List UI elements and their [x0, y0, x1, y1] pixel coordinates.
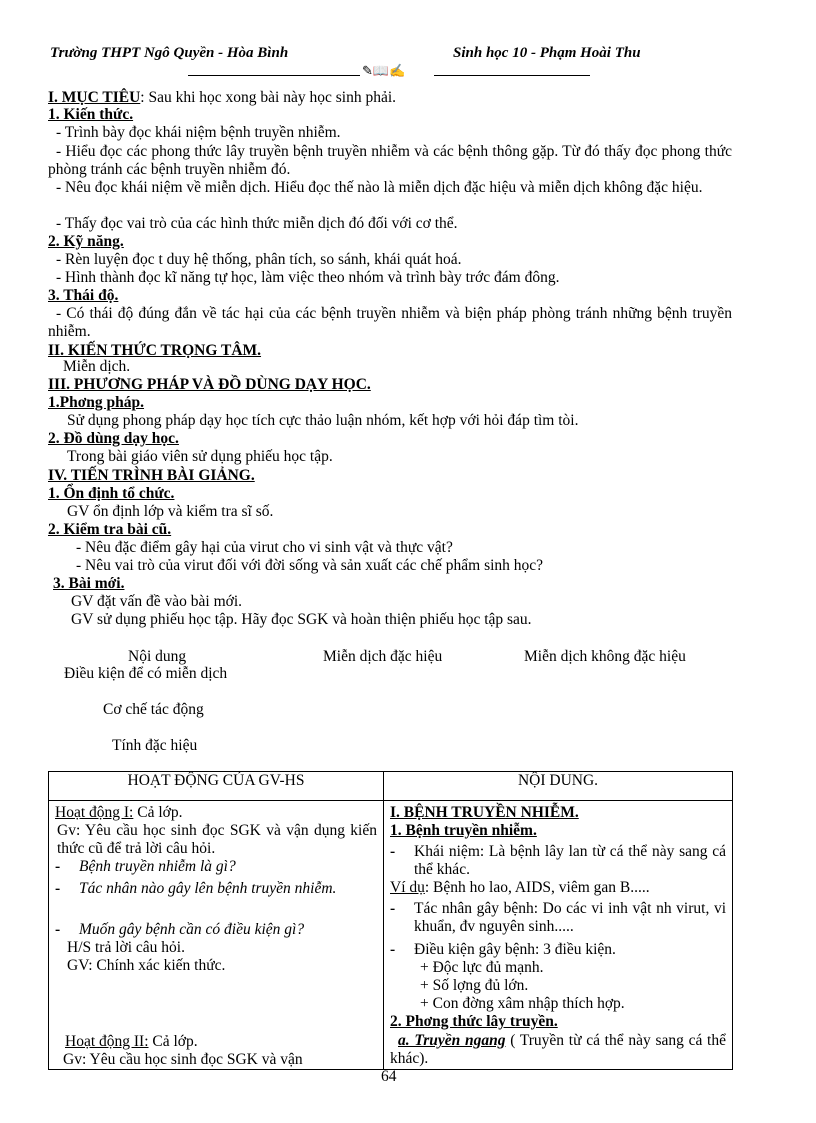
condition-item: + Độc lực đủ mạnh.: [420, 959, 544, 976]
activity-cell: Hoạt động I: Cả lớp. Gv: Yêu cầu học sinh đọc SGK và vận dụng kiến thức cũ để trả lời câu hỏi. - Bệnh truyền nhiễm là gì? - Tác nhân nào gây lên bệnh truyền nhiễm. - Muốn gây bệnh cần có điều kiện gì? H/S trả lời câu hỏi. GV: Chính xác kiến thức. Hoạt động II: Cả lớp. Gv: Yêu cầu học sinh đọc SGK và vận: [49, 801, 384, 1070]
knowledge-item: - Hiểu đọc các phong thức lây truyền bệnh truyền nhiễm và các bệnh thông gặp. Từ đó thấy đọc phong thức phòng tránh các bệnh truyền nhiễm đó.: [48, 143, 732, 178]
process-2-title: 2. Kiểm tra bài cũ.: [48, 521, 172, 538]
activity-2-instruction: Gv: Yêu cầu học sinh đọc SGK và vận: [63, 1051, 303, 1068]
objectives-title: I. MỤC TIÊU: [48, 89, 141, 106]
worksheet-row: Điều kiện để có miễn dịch: [64, 665, 228, 682]
horizontal-label: a. Truyền ngang: [398, 1032, 506, 1049]
table-head-content: NỘI DUNG.: [384, 772, 733, 801]
knowledge-item: - Thấy đọc vai trò của các hình thức miễn dịch đó đối với cơ thể.: [56, 215, 458, 232]
example-label: Ví dụ: [390, 879, 425, 896]
process-3-item: GV đặt vấn đề vào bài mới.: [71, 593, 243, 610]
worksheet-col-nonspecific: Miễn dịch không đặc hiệu: [524, 648, 686, 665]
activity-1-line: [55, 804, 182, 822]
activity-1-mode: Cả lớp.: [133, 804, 183, 821]
condition-item: + Số lợng đủ lớn.: [420, 977, 529, 994]
content-bullet: Tác nhân gây bệnh: Do các vi inh vật nh virut, vi khuẩn, đv nguyên sinh.....: [414, 900, 726, 935]
knowledge-item: - Trình bày đọc khái niệm bệnh truyền nhiễm.: [56, 124, 341, 141]
question-item: Tác nhân nào gây lên bệnh truyền nhiễm.: [79, 880, 337, 897]
methods-title: III. PHƯƠNG PHÁP VÀ ĐỒ DÙNG DẠY HỌC.: [48, 376, 371, 393]
process-title: IV. TIẾN TRÌNH BÀI GIẢNG.: [48, 467, 255, 484]
knowledge-title: 1. Kiến thức.: [48, 106, 134, 123]
activity-2-mode: Cả lớp.: [148, 1033, 198, 1050]
attitude-title: 3. Thái độ.: [48, 287, 119, 304]
process-1-text: GV ổn định lớp và kiểm tra sĩ số.: [67, 503, 274, 520]
table-head-activity: HOẠT ĐỘNG CỦA GV-HS: [49, 772, 384, 801]
condition-item: + Con đờng xâm nhập thích hợp.: [420, 995, 625, 1012]
header-left: Trường THPT Ngô Quyền - Hòa Bình: [50, 45, 289, 61]
process-1-title: 1. Ổn định tổ chức.: [48, 485, 175, 502]
methods-2-title: 2. Đồ dùng dạy học.: [48, 430, 179, 447]
activity-2-label: Hoạt động II:: [65, 1033, 149, 1050]
activity-2-line: [65, 1033, 198, 1051]
key-title: II. KIẾN THỨC TRỌNG TÂM.: [48, 342, 262, 359]
question-item: Muốn gây bệnh cần có điều kiện gì?: [79, 921, 305, 938]
process-3-item: GV sử dụng phiếu học tập. Hãy đọc SGK và hoàn thiện phiếu học tập sau.: [71, 611, 532, 628]
skills-title: 2. Kỹ năng.: [48, 233, 124, 250]
horizontal-text: ( Truyền từ cá thể này sang cá thể khác).: [390, 1032, 726, 1067]
objectives-line: [48, 89, 396, 107]
objectives-intro: : Sau khi học xong bài này học sinh phải.: [140, 89, 397, 106]
header-ornament: ✎📖✍: [362, 63, 406, 78]
example-text: : Bệnh ho lao, AIDS, viêm gan B.....: [424, 879, 650, 896]
content-sub-2: 2. Phơng thức lây truyền.: [390, 1013, 558, 1030]
methods-1-title: 1.Phơng pháp.: [48, 394, 145, 411]
student-answer: H/S trả lời câu hỏi.: [67, 939, 185, 956]
activity-table: [48, 771, 733, 1070]
content-bullet: Khái niệm: Là bệnh lây lan từ cá thể này sang cá thể khác.: [414, 843, 726, 878]
skills-item: - Hình thành đọc kĩ năng tự học, làm việc theo nhóm và trình bày trớc đám đông.: [56, 269, 560, 286]
methods-2-text: Trong bài giáo viên sử dụng phiếu học tập.: [67, 448, 333, 465]
worksheet-row: Tính đặc hiệu: [112, 737, 198, 754]
content-horizontal: [390, 1032, 726, 1068]
process-2-item: - Nêu vai trò của virut đối với đời sống và sản xuất các chế phẩm sinh học?: [76, 557, 544, 574]
header-right: Sinh học 10 - Phạm Hoài Thu: [453, 45, 641, 61]
header-rule-left: [188, 75, 360, 76]
worksheet-col-content: Nội dung: [128, 648, 187, 665]
content-example: [390, 879, 650, 897]
page-number: 64: [381, 1068, 397, 1085]
activity-1-instruction: Gv: Yêu cầu học sinh đọc SGK và vận dụng kiến thức cũ để trả lời câu hỏi.: [57, 822, 377, 857]
process-3-title: 3. Bài mới.: [53, 575, 125, 592]
key-text: Miễn dịch.: [63, 358, 131, 375]
methods-1-text: Sử dụng phong pháp dạy học tích cực thảo luận nhóm, kết hợp với hỏi đáp tìm tòi.: [67, 412, 579, 429]
content-sub-1: 1. Bệnh truyền nhiễm.: [390, 822, 537, 839]
content-section-title: I. BỆNH TRUYỀN NHIỄM.: [390, 804, 579, 821]
attitude-text: - Có thái độ đúng đắn về tác hại của các bệnh truyền nhiễm và biện pháp phòng tránh những bệnh truyền nhiễm.: [48, 305, 732, 340]
skills-item: - Rèn luyện đọc t duy hệ thống, phân tích, so sánh, khái quát hoá.: [56, 251, 462, 268]
knowledge-item: - Nêu đọc khái niệm về miễn dịch. Hiểu đọc thế nào là miễn dịch đặc hiệu và miễn dịch không đặc hiệu.: [56, 179, 703, 196]
teacher-confirm: GV: Chính xác kiến thức.: [67, 957, 226, 974]
worksheet-row: Cơ chế tác động: [103, 701, 204, 718]
question-item: Bệnh truyền nhiễm là gì?: [79, 858, 236, 875]
process-2-item: - Nêu đặc điểm gây hại của virut cho vi sinh vật và thực vật?: [76, 539, 453, 556]
content-cell: I. BỆNH TRUYỀN NHIỄM. 1. Bệnh truyền nhiễm. - Khái niệm: Là bệnh lây lan từ cá thể này sang cá thể khác. Ví dụ: Bệnh ho lao, AIDS, viêm gan B..... - Tác nhân gây bệnh: Do các vi inh vật nh virut, vi khuẩn, đv nguyên sinh..... - Điều kiện gây bệnh: 3 điều kiện. + Độc lực đủ mạnh. + Số lợng đủ lớn. + Con đờng xâm nhập thích hợp. 2. Phơng thức lây truyền. a. Truyền ngang ( Truyền từ cá thể này sang cá thể khác).: [384, 801, 733, 1070]
header-rule-right: [434, 75, 590, 76]
worksheet-col-specific: Miễn dịch đặc hiệu: [323, 648, 443, 665]
activity-1-label: Hoạt động I:: [55, 804, 134, 821]
content-bullet: Điều kiện gây bệnh: 3 điều kiện.: [414, 941, 616, 958]
